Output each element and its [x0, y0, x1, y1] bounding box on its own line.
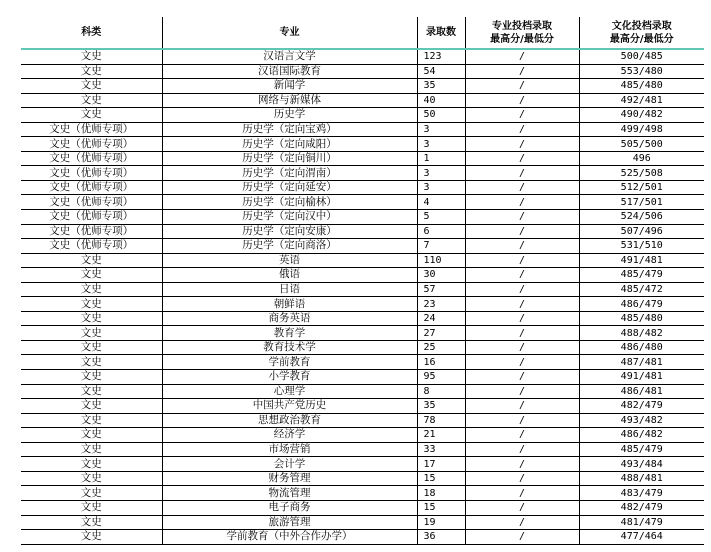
- cell-category: 文史: [21, 297, 162, 312]
- cell-culture-score: 486/481: [579, 384, 704, 399]
- cell-major-score: /: [465, 253, 579, 268]
- cell-category: 文史: [21, 530, 162, 545]
- cell-major: 旅游管理: [162, 515, 417, 530]
- cell-major-score: /: [465, 93, 579, 108]
- table-row: [21, 180, 704, 195]
- cell-category: 文史: [21, 79, 162, 94]
- cell-major: 历史学（定向延安）: [162, 180, 417, 195]
- table-row: [21, 49, 704, 64]
- table-row: [21, 500, 704, 515]
- cell-major: 教育学: [162, 326, 417, 341]
- cell-major: 汉语国际教育: [162, 64, 417, 79]
- cell-culture-score: 491/481: [579, 253, 704, 268]
- cell-admitted: 95: [417, 370, 465, 385]
- cell-admitted: 3: [417, 122, 465, 137]
- header-admitted: 录取数: [417, 17, 465, 49]
- cell-major: 思想政治教育: [162, 413, 417, 428]
- cell-category: 文史（优师专项）: [21, 137, 162, 152]
- cell-major-score: /: [465, 268, 579, 283]
- cell-category: 文史: [21, 108, 162, 123]
- cell-major-score: /: [465, 399, 579, 414]
- cell-admitted: 21: [417, 428, 465, 443]
- table-row: [21, 340, 704, 355]
- table-row: [21, 224, 704, 239]
- cell-admitted: 57: [417, 282, 465, 297]
- cell-major: 心理学: [162, 384, 417, 399]
- table-row: [21, 399, 704, 414]
- table-row: [21, 515, 704, 530]
- cell-culture-score: 490/482: [579, 108, 704, 123]
- header-major-score-line1: 专业投档录取: [492, 20, 552, 32]
- cell-major-score: /: [465, 297, 579, 312]
- header-major-score: [465, 17, 579, 49]
- cell-culture-score: 524/506: [579, 210, 704, 225]
- cell-admitted: 19: [417, 515, 465, 530]
- cell-major: 会计学: [162, 457, 417, 472]
- table-row: [21, 486, 704, 501]
- cell-admitted: 33: [417, 442, 465, 457]
- cell-major-score: /: [465, 355, 579, 370]
- cell-culture-score: 512/501: [579, 180, 704, 195]
- cell-major-score: /: [465, 384, 579, 399]
- table-row: [21, 384, 704, 399]
- cell-category: 文史: [21, 471, 162, 486]
- cell-culture-score: 492/481: [579, 93, 704, 108]
- cell-major: 经济学: [162, 428, 417, 443]
- cell-major-score: /: [465, 122, 579, 137]
- cell-major-score: /: [465, 210, 579, 225]
- cell-major-score: /: [465, 500, 579, 515]
- cell-admitted: 15: [417, 471, 465, 486]
- cell-major: 商务英语: [162, 311, 417, 326]
- table-row: [21, 413, 704, 428]
- cell-major-score: /: [465, 180, 579, 195]
- cell-major-score: /: [465, 471, 579, 486]
- cell-culture-score: 491/481: [579, 370, 704, 385]
- table-row: [21, 239, 704, 254]
- cell-category: 文史（优师专项）: [21, 224, 162, 239]
- cell-admitted: 7: [417, 239, 465, 254]
- cell-major-score: /: [465, 428, 579, 443]
- cell-major: 俄语: [162, 268, 417, 283]
- cell-admitted: 78: [417, 413, 465, 428]
- admission-table: [21, 17, 704, 545]
- cell-admitted: 35: [417, 79, 465, 94]
- cell-category: 文史: [21, 64, 162, 79]
- cell-admitted: 23: [417, 297, 465, 312]
- cell-major: 朝鲜语: [162, 297, 417, 312]
- header-major-score-line2: 最高分/最低分: [490, 33, 554, 45]
- cell-major-score: /: [465, 79, 579, 94]
- table-row: [21, 137, 704, 152]
- cell-major-score: /: [465, 442, 579, 457]
- cell-culture-score: 531/510: [579, 239, 704, 254]
- cell-major-score: /: [465, 108, 579, 123]
- cell-admitted: 4: [417, 195, 465, 210]
- cell-culture-score: 493/484: [579, 457, 704, 472]
- cell-major-score: /: [465, 515, 579, 530]
- cell-culture-score: 485/472: [579, 282, 704, 297]
- cell-culture-score: 486/482: [579, 428, 704, 443]
- table-row: [21, 64, 704, 79]
- header-major: 专业: [162, 17, 417, 49]
- cell-category: 文史: [21, 340, 162, 355]
- cell-culture-score: 500/485: [579, 49, 704, 64]
- cell-category: 文史: [21, 500, 162, 515]
- cell-category: 文史（优师专项）: [21, 122, 162, 137]
- cell-admitted: 6: [417, 224, 465, 239]
- table-row: [21, 93, 704, 108]
- cell-category: 文史: [21, 384, 162, 399]
- cell-culture-score: 485/479: [579, 268, 704, 283]
- cell-category: 文史: [21, 442, 162, 457]
- cell-category: 文史: [21, 428, 162, 443]
- table-row: [21, 166, 704, 181]
- cell-culture-score: 488/482: [579, 326, 704, 341]
- header-category: 科类: [21, 17, 162, 49]
- table-row: [21, 457, 704, 472]
- table-row: [21, 471, 704, 486]
- cell-major: 学前教育: [162, 355, 417, 370]
- table-row: [21, 122, 704, 137]
- cell-category: 文史: [21, 457, 162, 472]
- cell-culture-score: 481/479: [579, 515, 704, 530]
- cell-major-score: /: [465, 530, 579, 545]
- table-row: [21, 311, 704, 326]
- cell-category: 文史（优师专项）: [21, 195, 162, 210]
- cell-admitted: 36: [417, 530, 465, 545]
- cell-admitted: 50: [417, 108, 465, 123]
- cell-culture-score: 487/481: [579, 355, 704, 370]
- cell-category: 文史（优师专项）: [21, 239, 162, 254]
- table-row: [21, 195, 704, 210]
- cell-major: 历史学（定向安康）: [162, 224, 417, 239]
- cell-major-score: /: [465, 49, 579, 64]
- table-row: [21, 530, 704, 545]
- cell-category: 文史: [21, 93, 162, 108]
- cell-admitted: 17: [417, 457, 465, 472]
- cell-major: 历史学（定向商洛）: [162, 239, 417, 254]
- cell-culture-score: 483/479: [579, 486, 704, 501]
- cell-admitted: 123: [417, 49, 465, 64]
- cell-category: 文史: [21, 413, 162, 428]
- cell-major-score: /: [465, 486, 579, 501]
- cell-major-score: /: [465, 326, 579, 341]
- cell-admitted: 3: [417, 166, 465, 181]
- cell-culture-score: 493/482: [579, 413, 704, 428]
- cell-admitted: 35: [417, 399, 465, 414]
- cell-major-score: /: [465, 282, 579, 297]
- cell-culture-score: 482/479: [579, 500, 704, 515]
- cell-category: 文史（优师专项）: [21, 210, 162, 225]
- cell-culture-score: 486/479: [579, 297, 704, 312]
- cell-major: 中国共产党历史: [162, 399, 417, 414]
- cell-admitted: 24: [417, 311, 465, 326]
- cell-major: 物流管理: [162, 486, 417, 501]
- cell-major: 汉语言文学: [162, 49, 417, 64]
- cell-culture-score: 485/479: [579, 442, 704, 457]
- cell-major: 新闻学: [162, 79, 417, 94]
- cell-category: 文史: [21, 399, 162, 414]
- cell-major: 历史学（定向渭南）: [162, 166, 417, 181]
- cell-admitted: 25: [417, 340, 465, 355]
- cell-admitted: 16: [417, 355, 465, 370]
- cell-admitted: 1: [417, 151, 465, 166]
- table-row: [21, 253, 704, 268]
- cell-culture-score: 553/480: [579, 64, 704, 79]
- table-header: [21, 17, 704, 49]
- cell-category: 文史: [21, 370, 162, 385]
- cell-category: 文史: [21, 355, 162, 370]
- header-culture-score: [579, 17, 704, 49]
- cell-major-score: /: [465, 413, 579, 428]
- cell-major: 小学教育: [162, 370, 417, 385]
- table-row: [21, 428, 704, 443]
- cell-admitted: 3: [417, 180, 465, 195]
- cell-major-score: /: [465, 224, 579, 239]
- cell-major-score: /: [465, 166, 579, 181]
- cell-major: 历史学（定向汉中）: [162, 210, 417, 225]
- cell-admitted: 18: [417, 486, 465, 501]
- cell-category: 文史: [21, 486, 162, 501]
- cell-category: 文史（优师专项）: [21, 180, 162, 195]
- cell-category: 文史: [21, 326, 162, 341]
- cell-major: 财务管理: [162, 471, 417, 486]
- cell-culture-score: 486/480: [579, 340, 704, 355]
- header-row: [21, 17, 704, 49]
- cell-major-score: /: [465, 340, 579, 355]
- admission-table-sheet: [21, 17, 711, 545]
- cell-major: 学前教育（中外合作办学）: [162, 530, 417, 545]
- cell-admitted: 30: [417, 268, 465, 283]
- table-row: [21, 355, 704, 370]
- table-row: [21, 210, 704, 225]
- cell-admitted: 40: [417, 93, 465, 108]
- table-row: [21, 268, 704, 283]
- cell-culture-score: 485/480: [579, 79, 704, 94]
- cell-major-score: /: [465, 239, 579, 254]
- table-row: [21, 326, 704, 341]
- table-row: [21, 151, 704, 166]
- cell-culture-score: 525/508: [579, 166, 704, 181]
- cell-admitted: 54: [417, 64, 465, 79]
- cell-category: 文史: [21, 268, 162, 283]
- cell-major: 市场营销: [162, 442, 417, 457]
- cell-culture-score: 488/481: [579, 471, 704, 486]
- table-row: [21, 297, 704, 312]
- cell-culture-score: 505/500: [579, 137, 704, 152]
- cell-culture-score: 482/479: [579, 399, 704, 414]
- cell-major: 历史学（定向铜川）: [162, 151, 417, 166]
- cell-culture-score: 485/480: [579, 311, 704, 326]
- cell-admitted: 15: [417, 500, 465, 515]
- cell-category: 文史: [21, 311, 162, 326]
- cell-category: 文史（优师专项）: [21, 166, 162, 181]
- cell-major: 电子商务: [162, 500, 417, 515]
- cell-admitted: 8: [417, 384, 465, 399]
- cell-admitted: 3: [417, 137, 465, 152]
- cell-admitted: 110: [417, 253, 465, 268]
- cell-major-score: /: [465, 137, 579, 152]
- table-row: [21, 442, 704, 457]
- cell-major-score: /: [465, 457, 579, 472]
- cell-category: 文史: [21, 282, 162, 297]
- table-body: [21, 49, 704, 544]
- cell-culture-score: 507/496: [579, 224, 704, 239]
- cell-major: 历史学: [162, 108, 417, 123]
- cell-category: 文史（优师专项）: [21, 151, 162, 166]
- cell-category: 文史: [21, 515, 162, 530]
- cell-major: 网络与新媒体: [162, 93, 417, 108]
- cell-major-score: /: [465, 64, 579, 79]
- cell-culture-score: 499/498: [579, 122, 704, 137]
- cell-category: 文史: [21, 49, 162, 64]
- table-row: [21, 108, 704, 123]
- cell-culture-score: 477/464: [579, 530, 704, 545]
- cell-major: 英语: [162, 253, 417, 268]
- cell-admitted: 5: [417, 210, 465, 225]
- cell-major-score: /: [465, 370, 579, 385]
- cell-major: 历史学（定向咸阳）: [162, 137, 417, 152]
- cell-major: 日语: [162, 282, 417, 297]
- cell-admitted: 27: [417, 326, 465, 341]
- table-row: [21, 282, 704, 297]
- cell-major-score: /: [465, 311, 579, 326]
- cell-major-score: /: [465, 151, 579, 166]
- table-row: [21, 79, 704, 94]
- cell-major: 教育技术学: [162, 340, 417, 355]
- cell-major: 历史学（定向宝鸡）: [162, 122, 417, 137]
- header-culture-score-line1: 文化投档录取: [611, 20, 672, 32]
- cell-major-score: /: [465, 195, 579, 210]
- table-row: [21, 370, 704, 385]
- cell-major: 历史学（定向榆林）: [162, 195, 417, 210]
- cell-culture-score: 517/501: [579, 195, 704, 210]
- header-culture-score-line2: 最高分/最低分: [609, 33, 674, 45]
- cell-category: 文史: [21, 253, 162, 268]
- cell-culture-score: 496: [579, 151, 704, 166]
